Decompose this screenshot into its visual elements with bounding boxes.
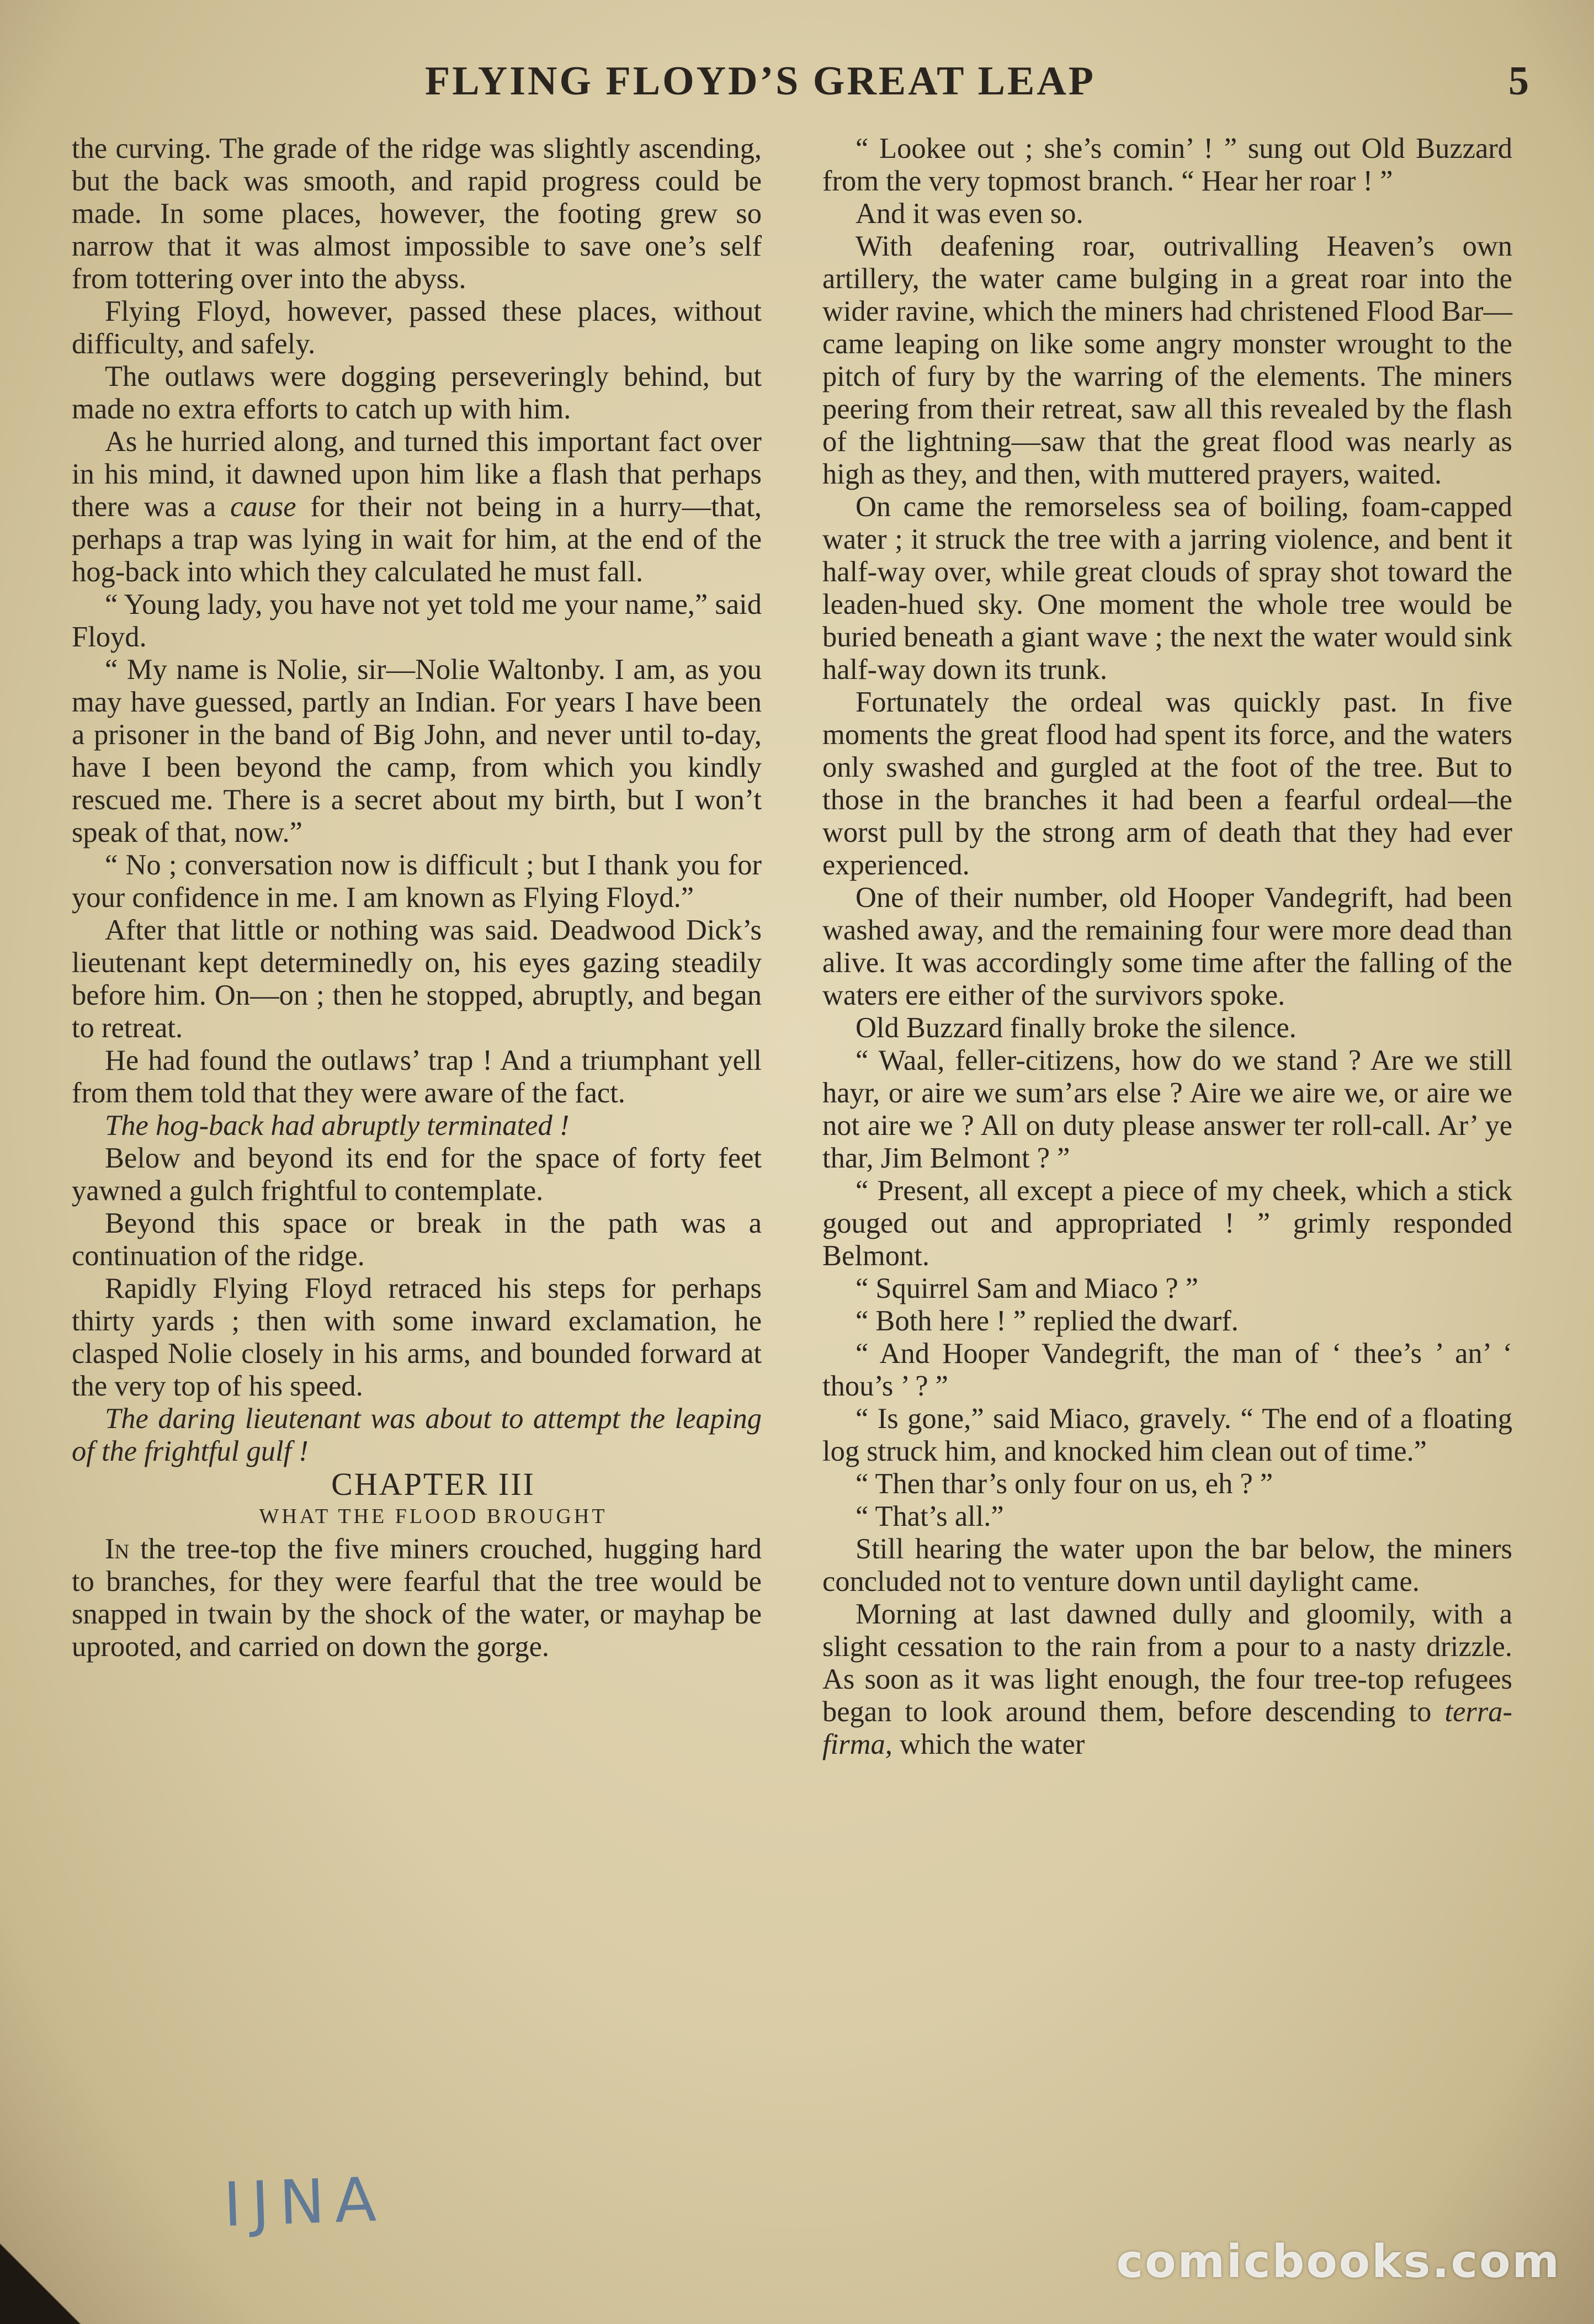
chapter-heading: CHAPTER III bbox=[331, 1466, 535, 1502]
paragraph: Rapidly Flying Floyd retraced his steps for perhaps thirty yards ; then with some inward exclamation, he clasped Nolie closely in his arms, and bounded forward at the very top of his speed. bbox=[72, 1272, 762, 1402]
emphasis-text: cause bbox=[230, 491, 296, 523]
paragraph-text: for their not being in a hurry—that, perhaps a trap was lying in wait for him, at the end of the hog-back into which they calculated he must fall. bbox=[72, 491, 762, 588]
paragraph-text: Morning at last dawned dully and gloomily, with a slight cessation to the rain from a pour to a nasty drizzle. As soon as it was light enough, the four tree-top refugees began to look around them, before descending to bbox=[822, 1598, 1512, 1728]
paragraph: Below and beyond its end for the space of forty feet yawned a gulch frightful to contemplate. bbox=[72, 1142, 762, 1207]
italic-paragraph: The daring lieutenant was about to attempt the leaping of the frightful gulf ! bbox=[72, 1403, 762, 1467]
paragraph bbox=[72, 1533, 762, 1663]
italic-paragraph: The hog-back had abruptly terminated ! bbox=[105, 1110, 570, 1142]
paragraph: After that little or nothing was said. Deadwood Dick’s lieutenant kept determinedly on, his eyes gazing steadily before him. On—on ; then he stopped, abruptly, and began to retreat. bbox=[72, 914, 762, 1044]
opening-word: In bbox=[105, 1533, 130, 1565]
paragraph-text: As he hurried along, and turned this important fact over in his mind, it dawned upon him like a flash that perhaps there was a bbox=[72, 426, 762, 523]
paragraph: Old Buzzard finally broke the silence. bbox=[856, 1012, 1297, 1044]
paragraph: “ Present, all except a piece of my cheek, which a stick gouged out and appropriated ! ” grimly responded Belmont. bbox=[822, 1175, 1512, 1272]
paragraph: “ Then thar’s only four on us, eh ? ” bbox=[856, 1468, 1273, 1500]
paragraph: “ My name is Nolie, sir—Nolie Waltonby. I am, as you may have guessed, partly an Indian. For years I have been a prisoner in the band of Big John, and never until to-day, have I been beyond the camp, from which you kindly rescued me. There is a secret about my birth, but I won’t speak of that, now.” bbox=[72, 654, 762, 848]
paragraph bbox=[72, 1110, 762, 1142]
paragraph bbox=[72, 426, 762, 588]
page-number: 5 bbox=[1508, 59, 1529, 104]
paragraph: “ Lookee out ; she’s comin’ ! ” sung out Old Buzzard from the very topmost branch. “ Hear her roar ! ” bbox=[822, 132, 1512, 197]
right-column bbox=[822, 132, 1512, 1761]
paragraph: He had found the outlaws’ trap ! And a triumphant yell from them told that they were aware of the fact. bbox=[72, 1044, 762, 1109]
paragraph: Still hearing the water upon the bar below, the miners concluded not to venture down until daylight came. bbox=[822, 1533, 1512, 1598]
chapter-subtitle: WHAT THE FLOOD BROUGHT bbox=[259, 1505, 608, 1528]
paragraph bbox=[72, 1403, 762, 1468]
paragraph: “ Young lady, you have not yet told me your name,” said Floyd. bbox=[72, 588, 762, 653]
paragraph: The outlaws were dogging perseveringly behind, but made no extra efforts to catch up with him. bbox=[72, 360, 762, 425]
paragraph: With deafening roar, outrivalling Heaven’s own artillery, the water came bulging in a great roar into the wider ravine, which the miners had christened Flood Bar—came leaping on like some angry monster wrought to the pitch of fury by the warring of the elements. The miners peering from their retreat, saw all this revealed by the flash of the lightning—saw that the great flood was nearly as high as they, and then, with muttered prayers, waited. bbox=[822, 230, 1512, 490]
running-header bbox=[0, 52, 1594, 113]
paragraph: “ Squirrel Sam and Miaco ? ” bbox=[856, 1272, 1199, 1304]
site-watermark: comicbooks.com bbox=[1116, 2236, 1561, 2288]
paragraph: “ No ; conversation now is difficult ; but I thank you for your confidence in me. I am known as Flying Floyd.” bbox=[72, 849, 762, 914]
ink-stamp: IJNA bbox=[222, 2163, 387, 2241]
paragraph: One of their number, old Hooper Vandegrift, had been washed away, and the remaining four were more dead than alive. It was accordingly some time after the falling of the waters ere either of the survivors spoke. bbox=[822, 882, 1512, 1011]
left-column bbox=[72, 132, 762, 1663]
paragraph: “ Waal, feller-citizens, how do we stand ? Are we still hayr, or aire we sum’ars else ? Aire we aire we, or aire we not aire we ? All on duty please answer ter roll-call. Ar’ ye thar, Jim Belmont ? ” bbox=[822, 1044, 1512, 1174]
paragraph bbox=[822, 1598, 1512, 1761]
paragraph: Beyond this space or break in the path was a continuation of the ridge. bbox=[72, 1207, 762, 1272]
paragraph: “ Is gone,” said Miaco, gravely. “ The end of a floating log struck him, and knocked him clean out of time.” bbox=[822, 1403, 1512, 1467]
paragraph: And it was even so. bbox=[856, 198, 1083, 230]
paragraph: “ And Hooper Vandegrift, the man of ‘ thee’s ’ an’ ‘ thou’s ’ ? ” bbox=[822, 1338, 1512, 1402]
paragraph-text: the tree-top the five miners crouched, hugging hard to branches, for they were fearful that the tree would be snapped in twain by the shock of the water, or mayhap be uprooted, and carried on down the gorge. bbox=[72, 1533, 762, 1663]
page-title: FLYING FLOYD’S GREAT LEAP bbox=[425, 59, 1096, 104]
paragraph: On came the remorseless sea of boiling, foam-capped water ; it struck the tree with a jarring violence, and bent it half-way over, while great clouds of spray shot toward the leaden-hued sky. One moment the whole tree would be buried beneath a giant wave ; the next the water would sink half-way down its trunk. bbox=[822, 491, 1512, 686]
paragraph: “ Both here ! ” replied the dwarf. bbox=[856, 1305, 1239, 1337]
paragraph: Flying Floyd, however, passed these places, without difficulty, and safely. bbox=[72, 295, 762, 360]
paragraph: Fortunately the ordeal was quickly past. In five moments the great flood had spent its force, and the waters only swashed and gurgled at the foot of the tree. But to those in the branches it had been a fearful ordeal—the worst pull by the strong arm of death that they had ever experienced. bbox=[822, 686, 1512, 881]
paragraph: the curving. The grade of the ridge was slightly ascending, but the back was smooth, and rapid progress could be made. In some places, however, the footing grew so narrow that it was almost impossible to save one’s self from tottering over into the abyss. bbox=[72, 132, 762, 295]
paragraph: “ That’s all.” bbox=[856, 1500, 1004, 1532]
paragraph-text: which the water bbox=[900, 1728, 1085, 1760]
emphasis-text: terra-firma, bbox=[822, 1696, 1513, 1760]
